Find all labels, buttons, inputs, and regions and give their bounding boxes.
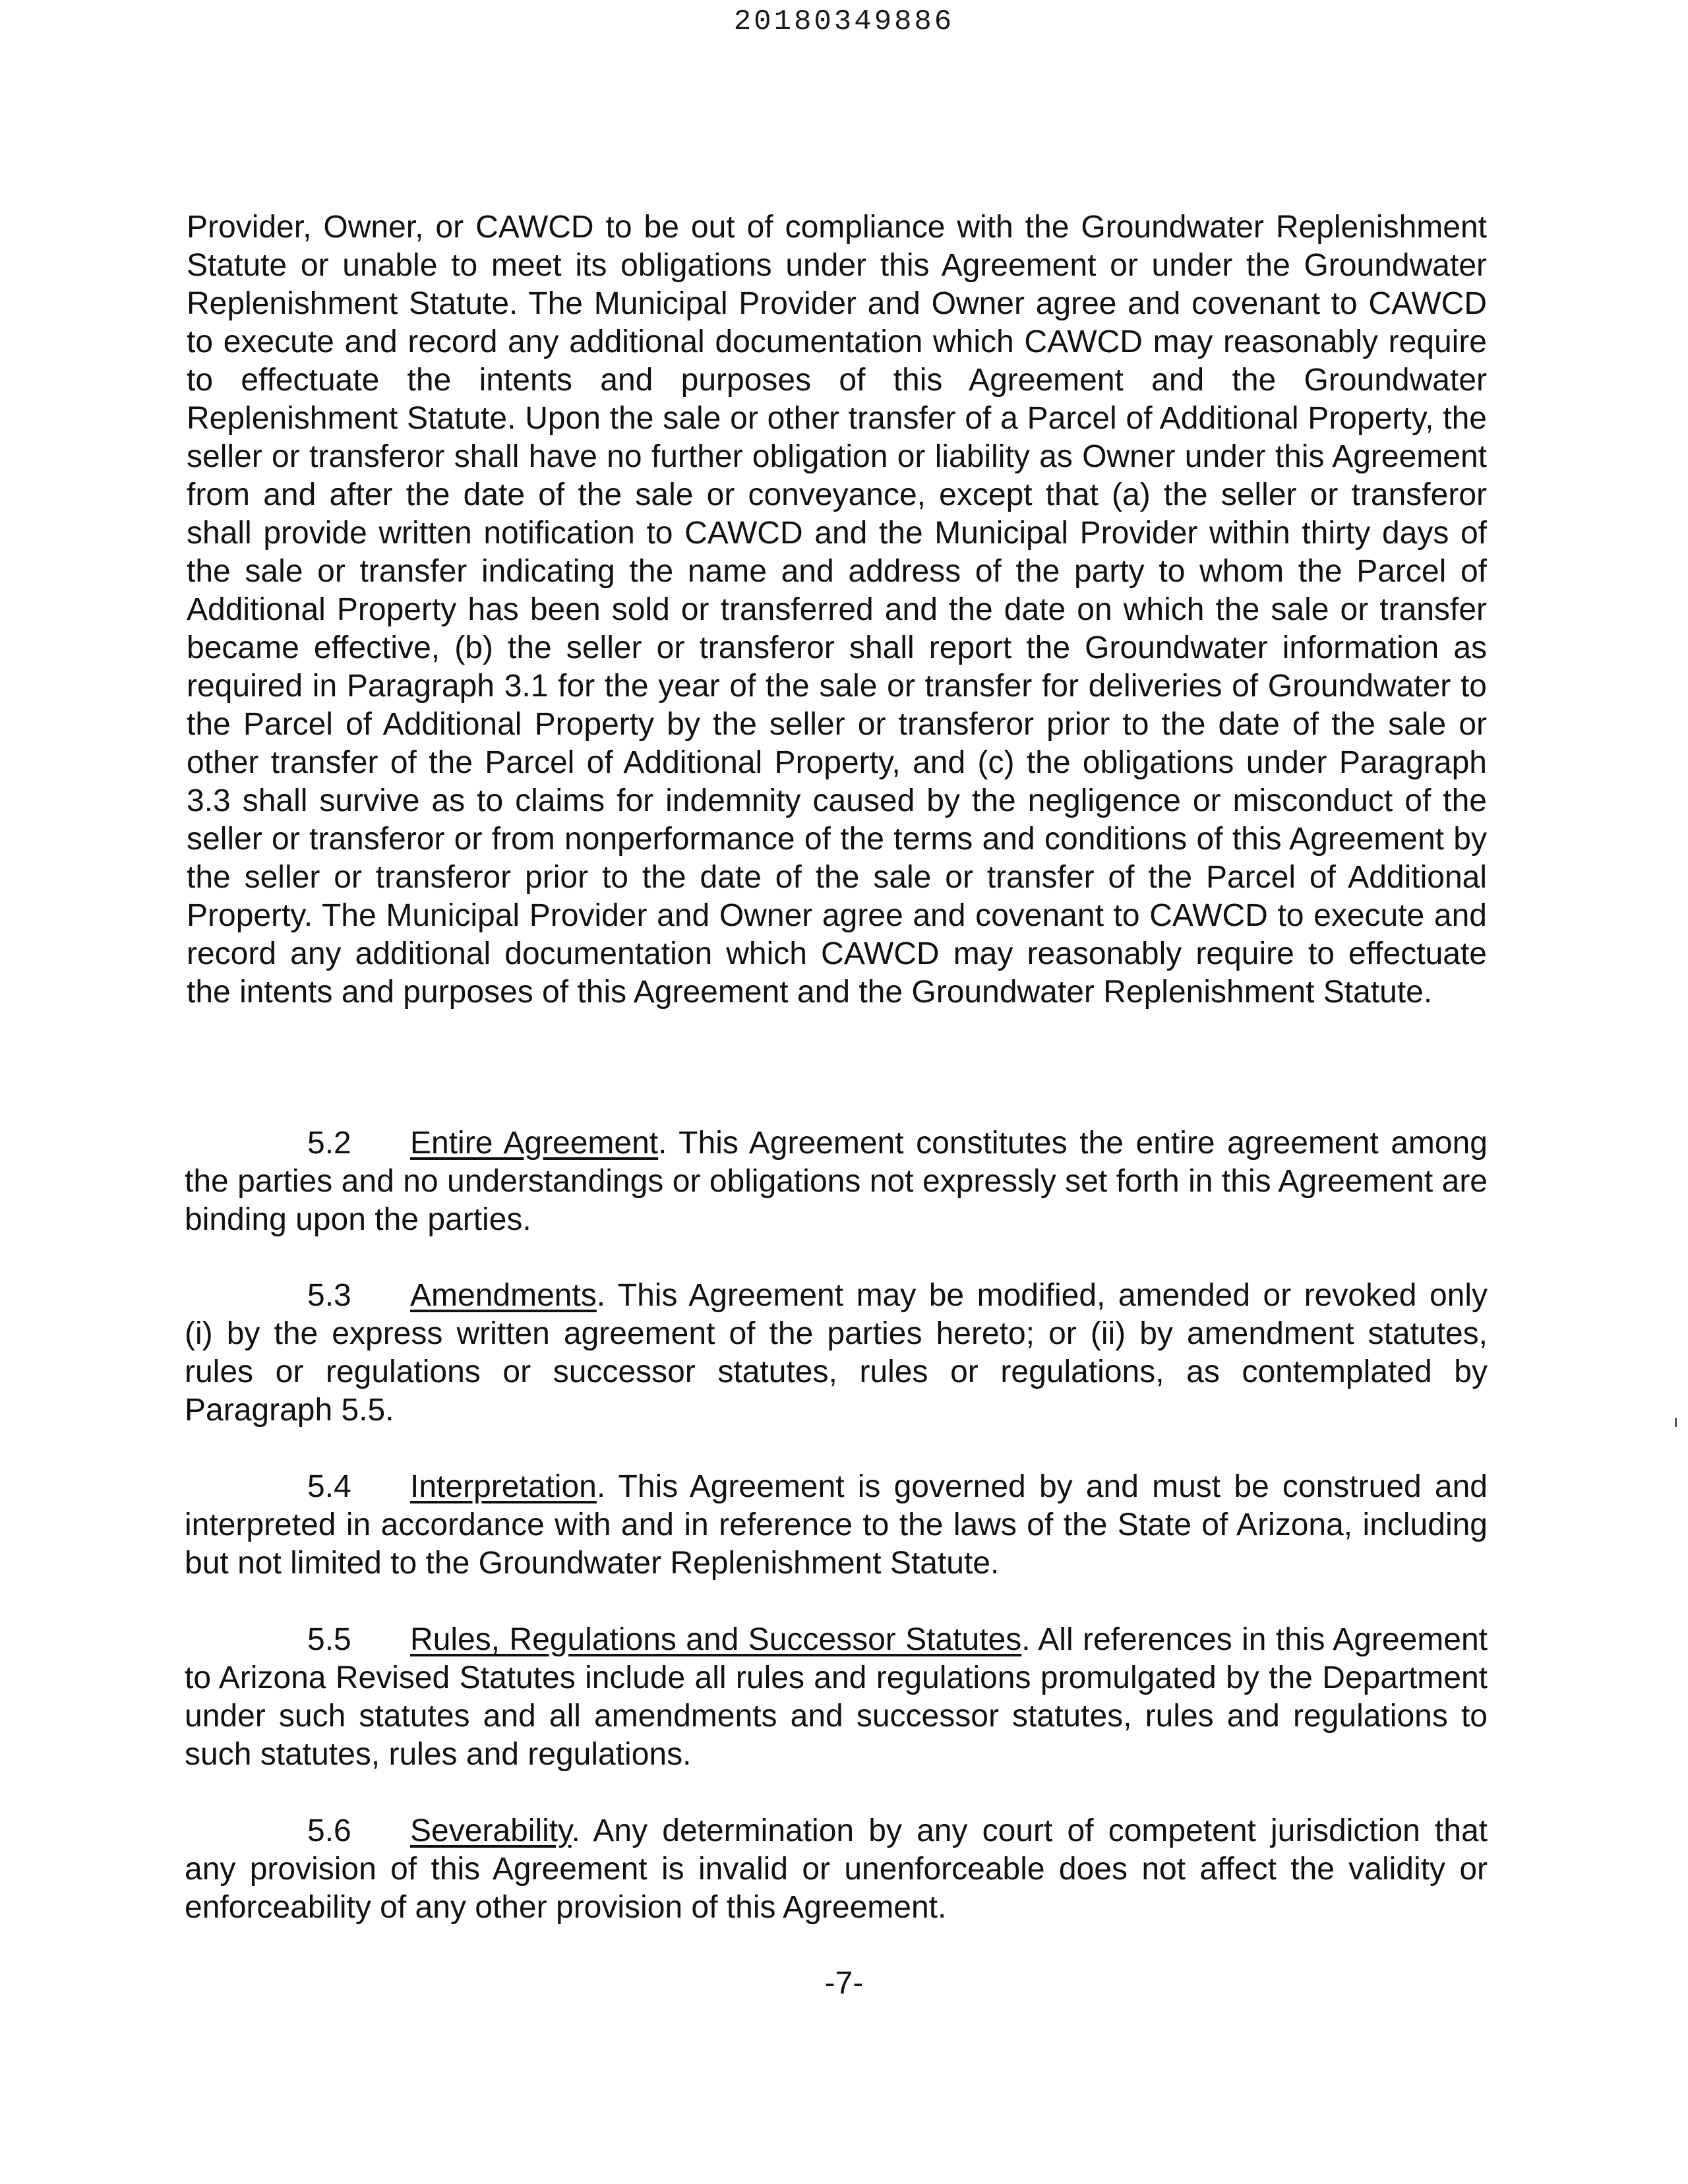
section-text: . This Agreement may be modified, amended or revoked only (i) by the express written agreement of the parties hereto; or (ii) by amendment statutes, rules or regulations or successor statutes, rules or regulations, as contemplated by Paragraph 5.5. bbox=[185, 1278, 1488, 1428]
section-text: . This Agreement is governed by and must be construed and interpreted in accordance with and in reference to the laws of the State of Arizona, including but not limited to the Groundwater Replenishment Statute. bbox=[185, 1469, 1488, 1581]
section-title: Rules, Regulations and Successor Statutes bbox=[410, 1622, 1022, 1657]
section-title: Interpretation bbox=[410, 1469, 597, 1504]
section-number: 5.6 bbox=[307, 1813, 351, 1848]
section-title: Entire Agreement bbox=[410, 1126, 659, 1161]
section-text: . Any determination by any court of competent jurisdiction that any provision of this Agreement is invalid or unenforceable does not affect the validity or enforceability of any other provision of this Agreement. bbox=[185, 1813, 1488, 1925]
scan-artifact bbox=[1675, 1418, 1677, 1427]
section-5-4 bbox=[185, 1468, 1488, 1583]
section-5-2 bbox=[185, 1124, 1488, 1239]
section-title: Severability bbox=[410, 1813, 572, 1848]
section-title: Amendments bbox=[410, 1278, 597, 1313]
page-number: -7- bbox=[824, 1966, 864, 2001]
document-number: 20180349886 bbox=[733, 5, 955, 38]
section-text: . This Agreement constitutes the entire agreement among the parties and no understandings or obligations not expressly set forth in this Agreement are binding upon the parties. bbox=[185, 1126, 1488, 1237]
section-5-3 bbox=[185, 1277, 1488, 1430]
section-number: 5.2 bbox=[307, 1126, 351, 1161]
section-5-6 bbox=[185, 1812, 1488, 1927]
section-5-5 bbox=[185, 1621, 1488, 1774]
paragraph-continued: Provider, Owner, or CAWCD to be out of compliance with the Groundwater Replenishment Statute or unable to meet its obligations under this Agreement or under the Groundwater Replenishment Statute. The Municipal Provider and Owner agree and covenant to CAWCD to execute and record any additional documentation which CAWCD may reasonably require to effectuate the intents and purposes of this Agreement and the Groundwater Replenishment Statute. Upon the sale or other transfer of a Parcel of Additional Property, the seller or transferor shall have no further obligation or liability as Owner under this Agreement from and after the date of the sale or conveyance, except that (a) the seller or transferor shall provide written notification to CAWCD and the Municipal Provider within thirty days of the sale or transfer indicating the name and address of the party to whom the Parcel of Additional Property has been sold or transferred and the date on which the sale or transfer became effective, (b) the seller or transferor shall report the Groundwater information as required in Paragraph 3.1 for the year of the sale or transfer for deliveries of Groundwater to the Parcel of Additional Property by the seller or transferor prior to the date of the sale or other transfer of the Parcel of Additional Property, and (c) the obligations under Paragraph 3.3 shall survive as to claims for indemnity caused by the negligence or misconduct of the seller or transferor or from nonperformance of the terms and conditions of this Agreement by the seller or transferor prior to the date of the sale or transfer of the Parcel of Additional Property. The Municipal Provider and Owner agree and covenant to CAWCD to execute and record any additional documentation which CAWCD may reasonably require to effectuate the intents and purposes of this Agreement and the Groundwater Replenishment Statute. bbox=[187, 210, 1487, 1010]
section-text: . All references in this Agreement to Arizona Revised Statutes include all rules and regulations promulgated by the Department under such statutes and all amendments and successor statutes, rules and regulations to such statutes, rules and regulations. bbox=[185, 1622, 1488, 1772]
section-number: 5.3 bbox=[307, 1278, 351, 1313]
section-number: 5.4 bbox=[307, 1469, 351, 1504]
section-number: 5.5 bbox=[307, 1622, 351, 1657]
